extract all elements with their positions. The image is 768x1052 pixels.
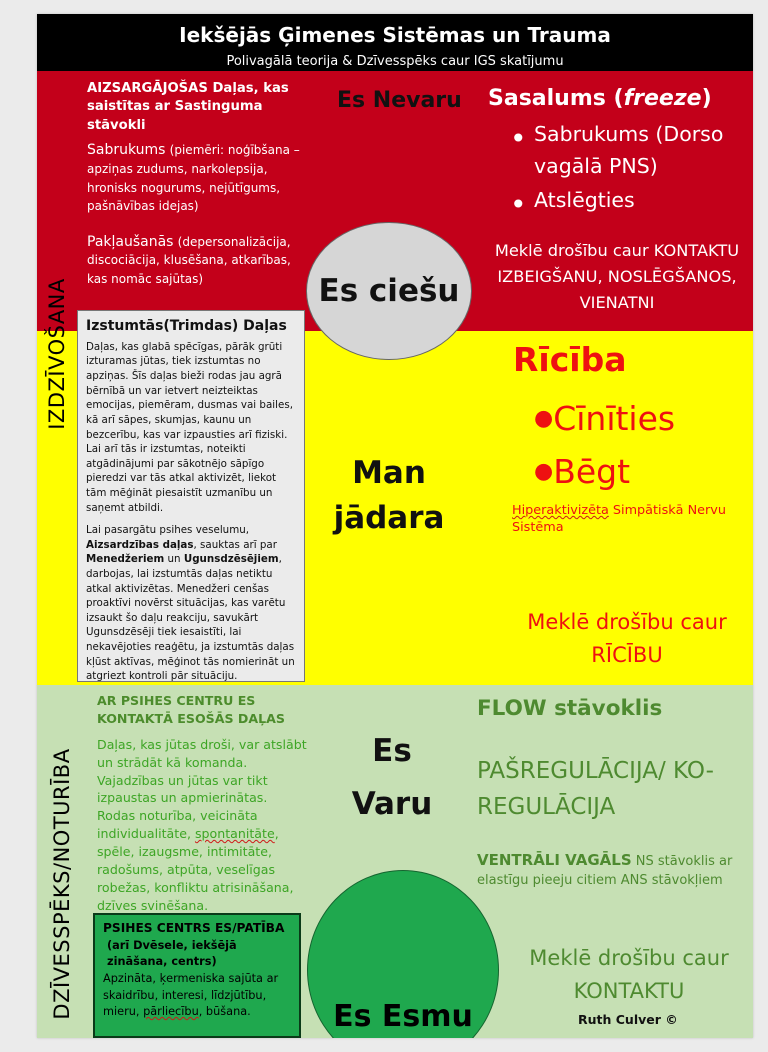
page-subtitle: Polivagālā teorija & Dzīvesspēks caur IGS skatījumu xyxy=(226,54,564,69)
resilience-side-label: DZĪVESSPĒKS/NOTURĪBA xyxy=(50,748,74,1020)
core-self-box xyxy=(93,913,301,1038)
protective-parts-text xyxy=(87,80,305,289)
freeze-seek-safety: Meklē drošību caur KONTAKTU IZBEIGŠANU, NOSLĒGŠANOS, VIENATNI xyxy=(494,241,740,312)
self-co-regulation: PAŠREGULĀCIJA/ KO-REGULĀCIJA xyxy=(477,758,714,820)
submission-item: Pakļaušanās (depersonalizācija, discociācija, klusēšana, atkarības, kas nomāc sajūtas) xyxy=(87,233,291,286)
self-led-parts-text xyxy=(97,692,309,915)
self-led-parts-title: AR PSIHES CENTRU ES KONTAKTĀ ESOŠĀS DAĻAS xyxy=(97,693,285,726)
document-page xyxy=(37,14,753,1038)
i-am-circle: Es Esmu xyxy=(307,870,499,1038)
freeze-bullet: • Atslēgties xyxy=(508,185,748,217)
i-can-label: Es Varu xyxy=(351,733,433,822)
flow-state-title: FLOW stāvoklis xyxy=(477,696,663,721)
self-led-parts-desc: Daļas, kas jūtas droši, var atslābt un strādāt kā komanda. Vajadzības un jūtas var tikt izpaustas un apmierinātas. xyxy=(97,736,307,806)
collapse-item: Sabrukums (piemēri: noģībšana – apziņas zudums, narkolepsija, hronisks nogurums, nejūtīgums, pašnāvības idejas) xyxy=(87,142,300,214)
i-cannot-label: Es Nevaru xyxy=(337,88,462,113)
survival-side-label: IZDZĪVOŠANA xyxy=(45,278,69,430)
i-must-label: Man jādara xyxy=(333,455,445,536)
protective-parts-title: AIZSARGĀJOŠAS Daļas, kas saistītas ar Sastinguma stāvokli xyxy=(87,81,289,133)
freeze-title: Sasalums (freeze) xyxy=(488,86,712,111)
core-self-title: PSIHES CENTRS ES/PATĪBA xyxy=(103,921,285,935)
action-bullets xyxy=(534,392,675,499)
action-seek-safety: Meklē drošību caur RĪCĪBU xyxy=(527,610,727,668)
exiled-parts-desc: Daļas, kas glabā spēcīgas, pārāk grūti izturamas jūtas, tiek izstumtas no apziņas. Šīs daļas bieži rodas jau agrā bērnībā un var ietvert neizteiktas emocijas, piemēram, dusmas vai bailes, kā arī sāpes, skumjas, kaunu un bezcerību, kas var izpausties arī fiziski. Lai arī tās ir izstumtas, noteikti atgādinājumi par sākotnējo sāpīgo pieredzi var tās atkal aktivizēt, liekot tām mēģināt piesaistīt uzmanību un saņemt atbildi. xyxy=(86,340,293,514)
hyperactivated-sns-label: Hiperaktivizēta Simpātiskā Nervu Sistēma xyxy=(512,503,726,536)
core-self-desc: Apzināta, ķermeniska sajūta ar skaidrību, interesi, līdzjūtību, mieru, pārliecību, būšana. xyxy=(103,972,279,1019)
contact-seek-safety: Meklē drošību caur KONTAKTU xyxy=(529,946,729,1003)
ventral-vagal-state: VENTRĀLI VAGĀLS NS stāvoklis ar elastīgu pieeju citiem ANS stāvokļiem xyxy=(477,851,733,888)
page-title: Iekšējās Ģimenes Sistēmas un Trauma xyxy=(179,23,611,47)
author-credit: Ruth Culver © xyxy=(578,1012,678,1027)
action-bullet: ●Cīnīties xyxy=(534,399,676,438)
exiled-parts-box xyxy=(77,310,305,682)
core-self-subtitle: (arī Dvēsele, iekšējā zināšana, centrs) xyxy=(107,938,237,969)
action-bullet: ●Bēgt xyxy=(534,452,631,492)
protective-parts-desc: Lai pasargātu psihes veselumu, Aizsardzības daļas, sauktas arī par Menedžeriem un Ugunsdzēsējiem, darbojas, lai izstumtās daļas netiktu atkal aktivizētas. Menedžeri cenšas proaktīvi novērst situācijas, kas varētu izsaukt šo daļu reakciju, savukārt Ugunsdzēsēji tiek iesaistīti, lai nekavējoties reaģētu, ja izstumtās daļas kļūst aktīvas, mēģinot tās nomierināt un atgriezt kontroli pār situāciju. xyxy=(86,524,295,683)
exiled-parts-title: Izstumtās(Trimdas) Daļas xyxy=(86,318,287,334)
freeze-bullet: • Sabrukums (Dorso vagālā PNS) xyxy=(508,119,748,183)
action-title: Rīcība xyxy=(513,340,627,379)
header-banner xyxy=(37,14,753,71)
i-suffer-circle: Es ciešu xyxy=(306,222,472,360)
resilience-desc: Rodas noturība, veicināta individualitāte, spontanitāte, spēle, izaugsme, intimitāte, radošums, atpūta, veselīgas robežas, konfliktu atrisināšana, dzīves svinēšana. xyxy=(97,808,294,913)
freeze-bullets xyxy=(508,119,748,216)
